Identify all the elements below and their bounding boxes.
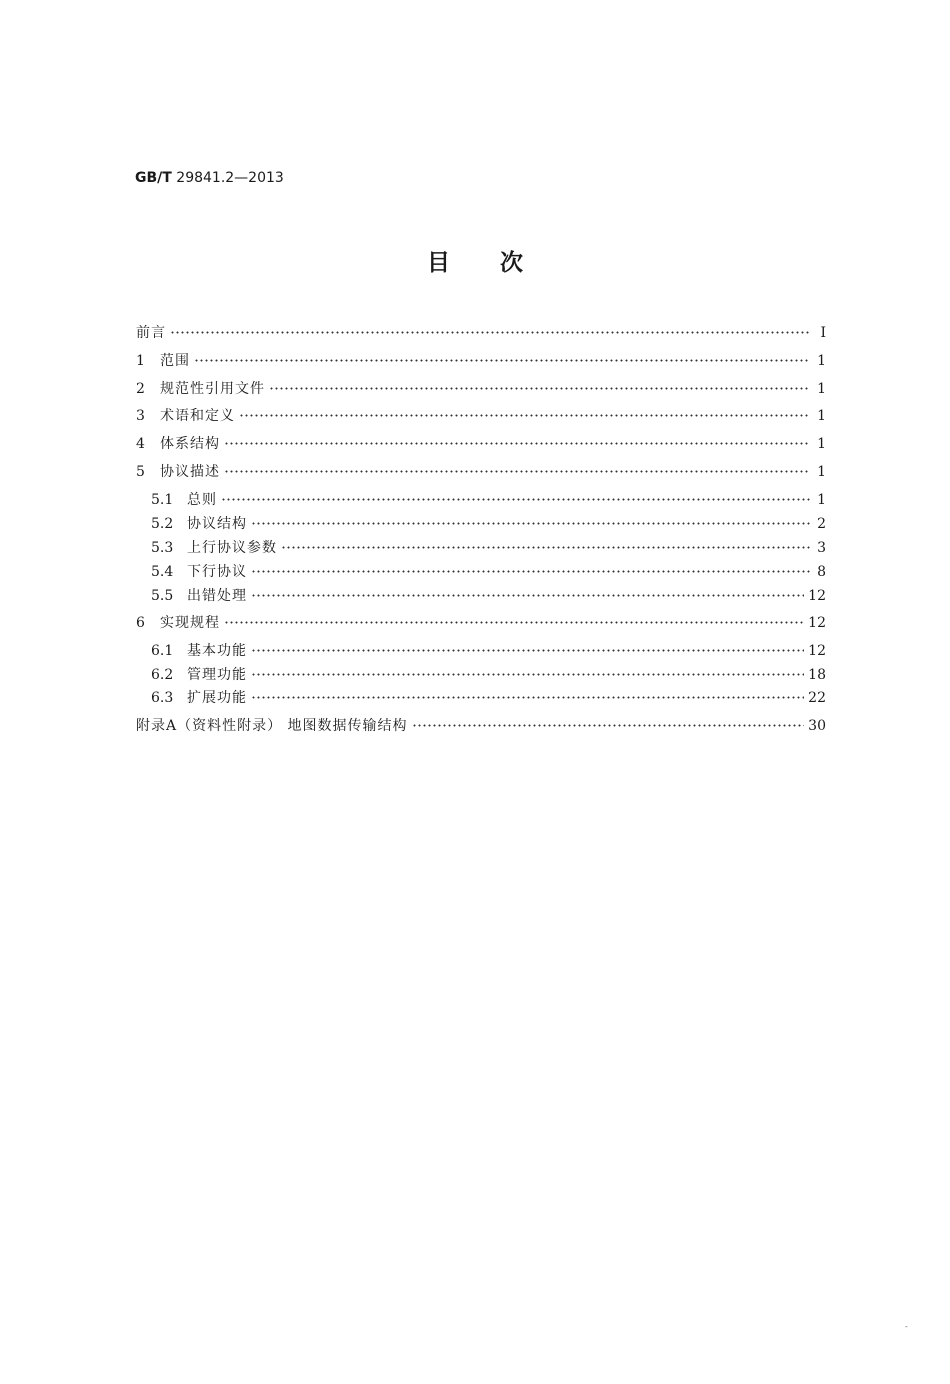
- toc-entry-page: 3: [817, 540, 826, 556]
- dot-leader: [221, 493, 810, 505]
- toc-entry-label: 扩展功能: [187, 690, 247, 706]
- dot-leader: [170, 326, 810, 338]
- toc-entry-number: 3: [136, 408, 145, 424]
- toc-entry-label: 前言: [136, 325, 166, 341]
- toc-entry-page: 1: [817, 381, 826, 397]
- toc-entry-label: 上行协议参数: [187, 540, 277, 556]
- toc-entry[interactable]: [136, 350, 826, 370]
- toc-entry-page: 2: [817, 516, 826, 532]
- toc-entry-label: 实现规程: [160, 615, 220, 631]
- toc-entry-page: 12: [808, 588, 826, 604]
- toc-entry-page: 1: [817, 436, 826, 452]
- toc-entry-number: 6.1: [151, 643, 174, 659]
- toc-entry[interactable]: [151, 687, 826, 707]
- toc-entry-number: 5.5: [151, 588, 174, 604]
- toc-entry-page: 1: [817, 353, 826, 369]
- toc-entry[interactable]: [136, 612, 826, 632]
- dot-leader: [224, 616, 804, 628]
- dot-leader: [412, 719, 805, 731]
- toc-entry[interactable]: [136, 378, 826, 398]
- dot-leader: [251, 691, 804, 703]
- toc-entry[interactable]: [151, 585, 826, 605]
- toc-entry-page: I: [820, 325, 826, 341]
- dot-leader: [224, 465, 810, 477]
- dot-leader: [251, 644, 804, 656]
- toc-entry[interactable]: [136, 715, 826, 735]
- toc-entry-page: 8: [817, 564, 826, 580]
- toc-entry-page: 30: [808, 718, 826, 734]
- dot-leader: [281, 541, 810, 553]
- toc-entry-number: 1: [136, 353, 145, 369]
- toc-entry-page: 1: [817, 492, 826, 508]
- toc-entry-page: 12: [808, 643, 826, 659]
- dot-leader: [194, 354, 810, 366]
- toc-entry-page: 18: [808, 667, 826, 683]
- toc-entry-number: 5.4: [151, 564, 174, 580]
- scan-mark: -: [905, 1322, 908, 1331]
- toc-entry[interactable]: [136, 405, 826, 425]
- toc-entry-label: 出错处理: [187, 588, 247, 604]
- toc-entry-number: 5.1: [151, 492, 174, 508]
- toc-entry-label: 基本功能: [187, 643, 247, 659]
- dot-leader: [269, 382, 810, 394]
- toc-entry-label: 体系结构: [160, 436, 220, 452]
- toc-entry-label: 协议结构: [187, 516, 247, 532]
- toc-entry-number: 2: [136, 381, 145, 397]
- toc-entry[interactable]: [151, 664, 826, 684]
- page-title: 目次: [427, 250, 573, 276]
- toc-entry-page: 1: [817, 464, 826, 480]
- toc-entry-label: 协议描述: [160, 464, 220, 480]
- toc-entry-number: 6.3: [151, 690, 174, 706]
- dot-leader: [251, 565, 810, 577]
- dot-leader: [224, 437, 810, 449]
- toc-entry-number: 5: [136, 464, 145, 480]
- toc-entry-number: 6: [136, 615, 145, 631]
- toc-entry-label: 附录A（资料性附录） 地图数据传输结构: [136, 718, 408, 734]
- toc-entry[interactable]: [136, 322, 826, 342]
- toc-entry-number: 4: [136, 436, 145, 452]
- toc-entry-page: 1: [817, 408, 826, 424]
- toc-entry[interactable]: [151, 537, 826, 557]
- toc-entry-number: 5.2: [151, 516, 174, 532]
- dot-leader: [239, 409, 810, 421]
- standard-number: 29841.2—2013: [176, 170, 284, 186]
- toc-entry-number: 6.2: [151, 667, 174, 683]
- toc-entry[interactable]: [136, 461, 826, 481]
- toc-entry[interactable]: [151, 640, 826, 660]
- toc-entry-label: 规范性引用文件: [160, 381, 265, 397]
- toc-entry[interactable]: [151, 513, 826, 533]
- toc-entry[interactable]: [136, 433, 826, 453]
- toc-entry-label: 下行协议: [187, 564, 247, 580]
- toc-entry[interactable]: [151, 489, 826, 509]
- toc-entry-label: 术语和定义: [160, 408, 235, 424]
- toc-entry-label: 管理功能: [187, 667, 247, 683]
- toc-entry-label: 总则: [187, 492, 217, 508]
- toc-entry-number: 5.3: [151, 540, 174, 556]
- toc-entry[interactable]: [151, 561, 826, 581]
- toc-entry-page: 12: [808, 615, 826, 631]
- toc-entry-label: 范围: [160, 353, 190, 369]
- standard-prefix: GB/T: [135, 170, 172, 186]
- dot-leader: [251, 668, 804, 680]
- dot-leader: [251, 589, 804, 601]
- toc-entry-page: 22: [808, 690, 826, 706]
- dot-leader: [251, 517, 810, 529]
